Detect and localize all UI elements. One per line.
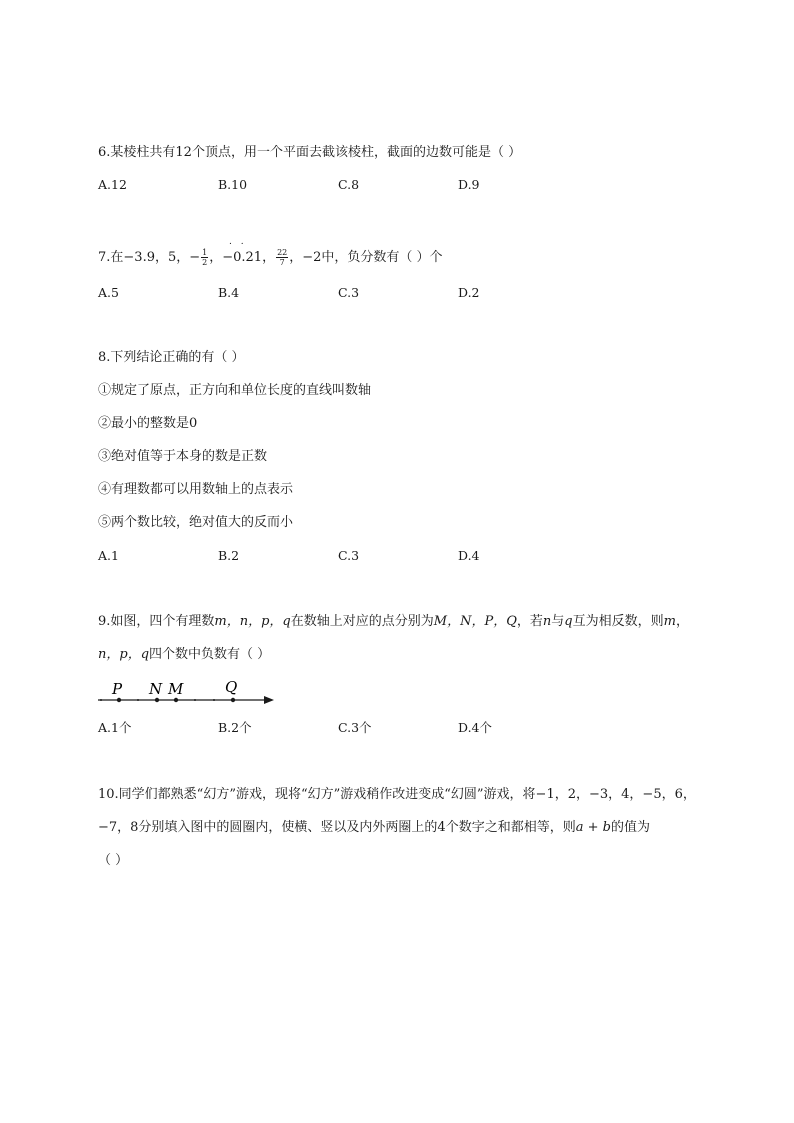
label-n: N — [149, 680, 163, 698]
q8-option-a: A.1 — [98, 548, 119, 563]
q10-text: −7，8分别填入图中的圆圈内，使横、竖以及内外两圈上的4个数字之和都相等，则 — [98, 820, 576, 835]
q9-var-m: m — [663, 614, 676, 629]
q7-nums-part3: ，−2中，负分数有（ ）个 — [289, 250, 443, 265]
repeating-decimal-dots: . . — [229, 237, 247, 247]
q10-text: 的值为 — [610, 820, 650, 835]
label-q: Q — [225, 678, 238, 696]
q9-text: 9.如图，四个有理数 — [98, 614, 215, 629]
q8-statement-1: ①规定了原点，正方向和单位长度的直线叫数轴 — [98, 383, 372, 398]
point-n-dot — [155, 698, 159, 702]
q7-nums-part1: −3.9，5，− — [123, 250, 201, 265]
q9-option-c: C.3个 — [338, 720, 372, 735]
question-8-stem: 8.下列结论正确的有（ ） — [98, 350, 245, 365]
q7-nums-part2: ，−0.21， — [209, 250, 276, 265]
q7-option-c: C.3 — [338, 285, 360, 300]
q9-var-q: q — [564, 614, 573, 629]
q8-statement-5: ⑤两个数比较，绝对值大的反而小 — [98, 515, 294, 530]
label-m: M — [168, 680, 184, 698]
point-q-dot — [231, 698, 235, 702]
number-line-figure — [96, 676, 286, 710]
q8-option-b: B.2 — [218, 548, 240, 563]
fraction-denominator: 2 — [202, 258, 208, 267]
q9-text: 互为相反数，则 — [572, 614, 664, 629]
fraction-one-half — [201, 248, 208, 267]
question-10-stem-line-1: 10.同学们都熟悉“幻方”游戏，现将“幻方”游戏稍作改进变成“幻圆”游戏，将−1，2，−3，4，−5，6， — [98, 787, 696, 802]
q8-statement-2: ②最小的整数是0 — [98, 416, 198, 431]
q9-variables: n，p，q — [98, 647, 150, 662]
q9-option-a: A.1个 — [98, 720, 132, 735]
fraction-denominator: 7 — [279, 258, 285, 267]
q9-text: 四个数中负数有（ ） — [149, 647, 271, 662]
q8-statement-3: ③绝对值等于本身的数是正数 — [98, 449, 268, 464]
q7-option-b: B.4 — [218, 285, 240, 300]
q9-text: ， — [675, 614, 689, 629]
q8-option-c: C.3 — [338, 548, 360, 563]
q6-option-a: A.12 — [98, 177, 127, 192]
q8-statement-4: ④有理数都可以用数轴上的点表示 — [98, 482, 294, 497]
q9-option-d: D.4个 — [458, 720, 493, 735]
label-p: P — [112, 680, 123, 698]
point-m-dot — [174, 698, 178, 702]
q6-option-d: D.9 — [458, 177, 480, 192]
q9-points: M，N，P，Q — [433, 614, 517, 629]
q6-option-c: C.8 — [338, 177, 360, 192]
q9-var-n: n — [542, 614, 552, 629]
q7-option-a: A.5 — [98, 285, 119, 300]
q7-prefix: 7.在 — [98, 250, 124, 265]
tick-mark — [137, 699, 139, 701]
q9-variables: m，n，p，q — [214, 614, 291, 629]
q8-option-d: D.4 — [458, 548, 480, 563]
tick-mark — [100, 699, 102, 701]
question-7-stem — [98, 248, 443, 267]
tick-mark — [213, 699, 215, 701]
question-10-stem-line-2 — [98, 819, 650, 837]
q7-option-d: D.2 — [458, 285, 480, 300]
q9-text: 与 — [551, 614, 565, 629]
q6-option-b: B.10 — [218, 177, 248, 192]
tick-mark — [194, 699, 196, 701]
point-p-dot — [117, 698, 121, 702]
fraction-22-7 — [276, 248, 288, 267]
question-10-answer-bracket: （ ） — [98, 853, 129, 868]
q9-text: ，若 — [516, 614, 543, 629]
fraction-numerator: 1 — [202, 248, 208, 257]
question-9-stem-line-2 — [98, 646, 270, 664]
question-6-stem: 6.某棱柱共有12个顶点，用一个平面去截该棱柱，截面的边数可能是（ ） — [98, 145, 522, 160]
fraction-numerator: 22 — [277, 248, 288, 257]
number-line-arrow-icon — [264, 696, 274, 704]
question-9-stem-line-1 — [98, 613, 689, 631]
q9-option-b: B.2个 — [218, 720, 252, 735]
q9-text: 在数轴上对应的点分别为 — [290, 614, 434, 629]
q10-expression: a + b — [575, 820, 611, 835]
